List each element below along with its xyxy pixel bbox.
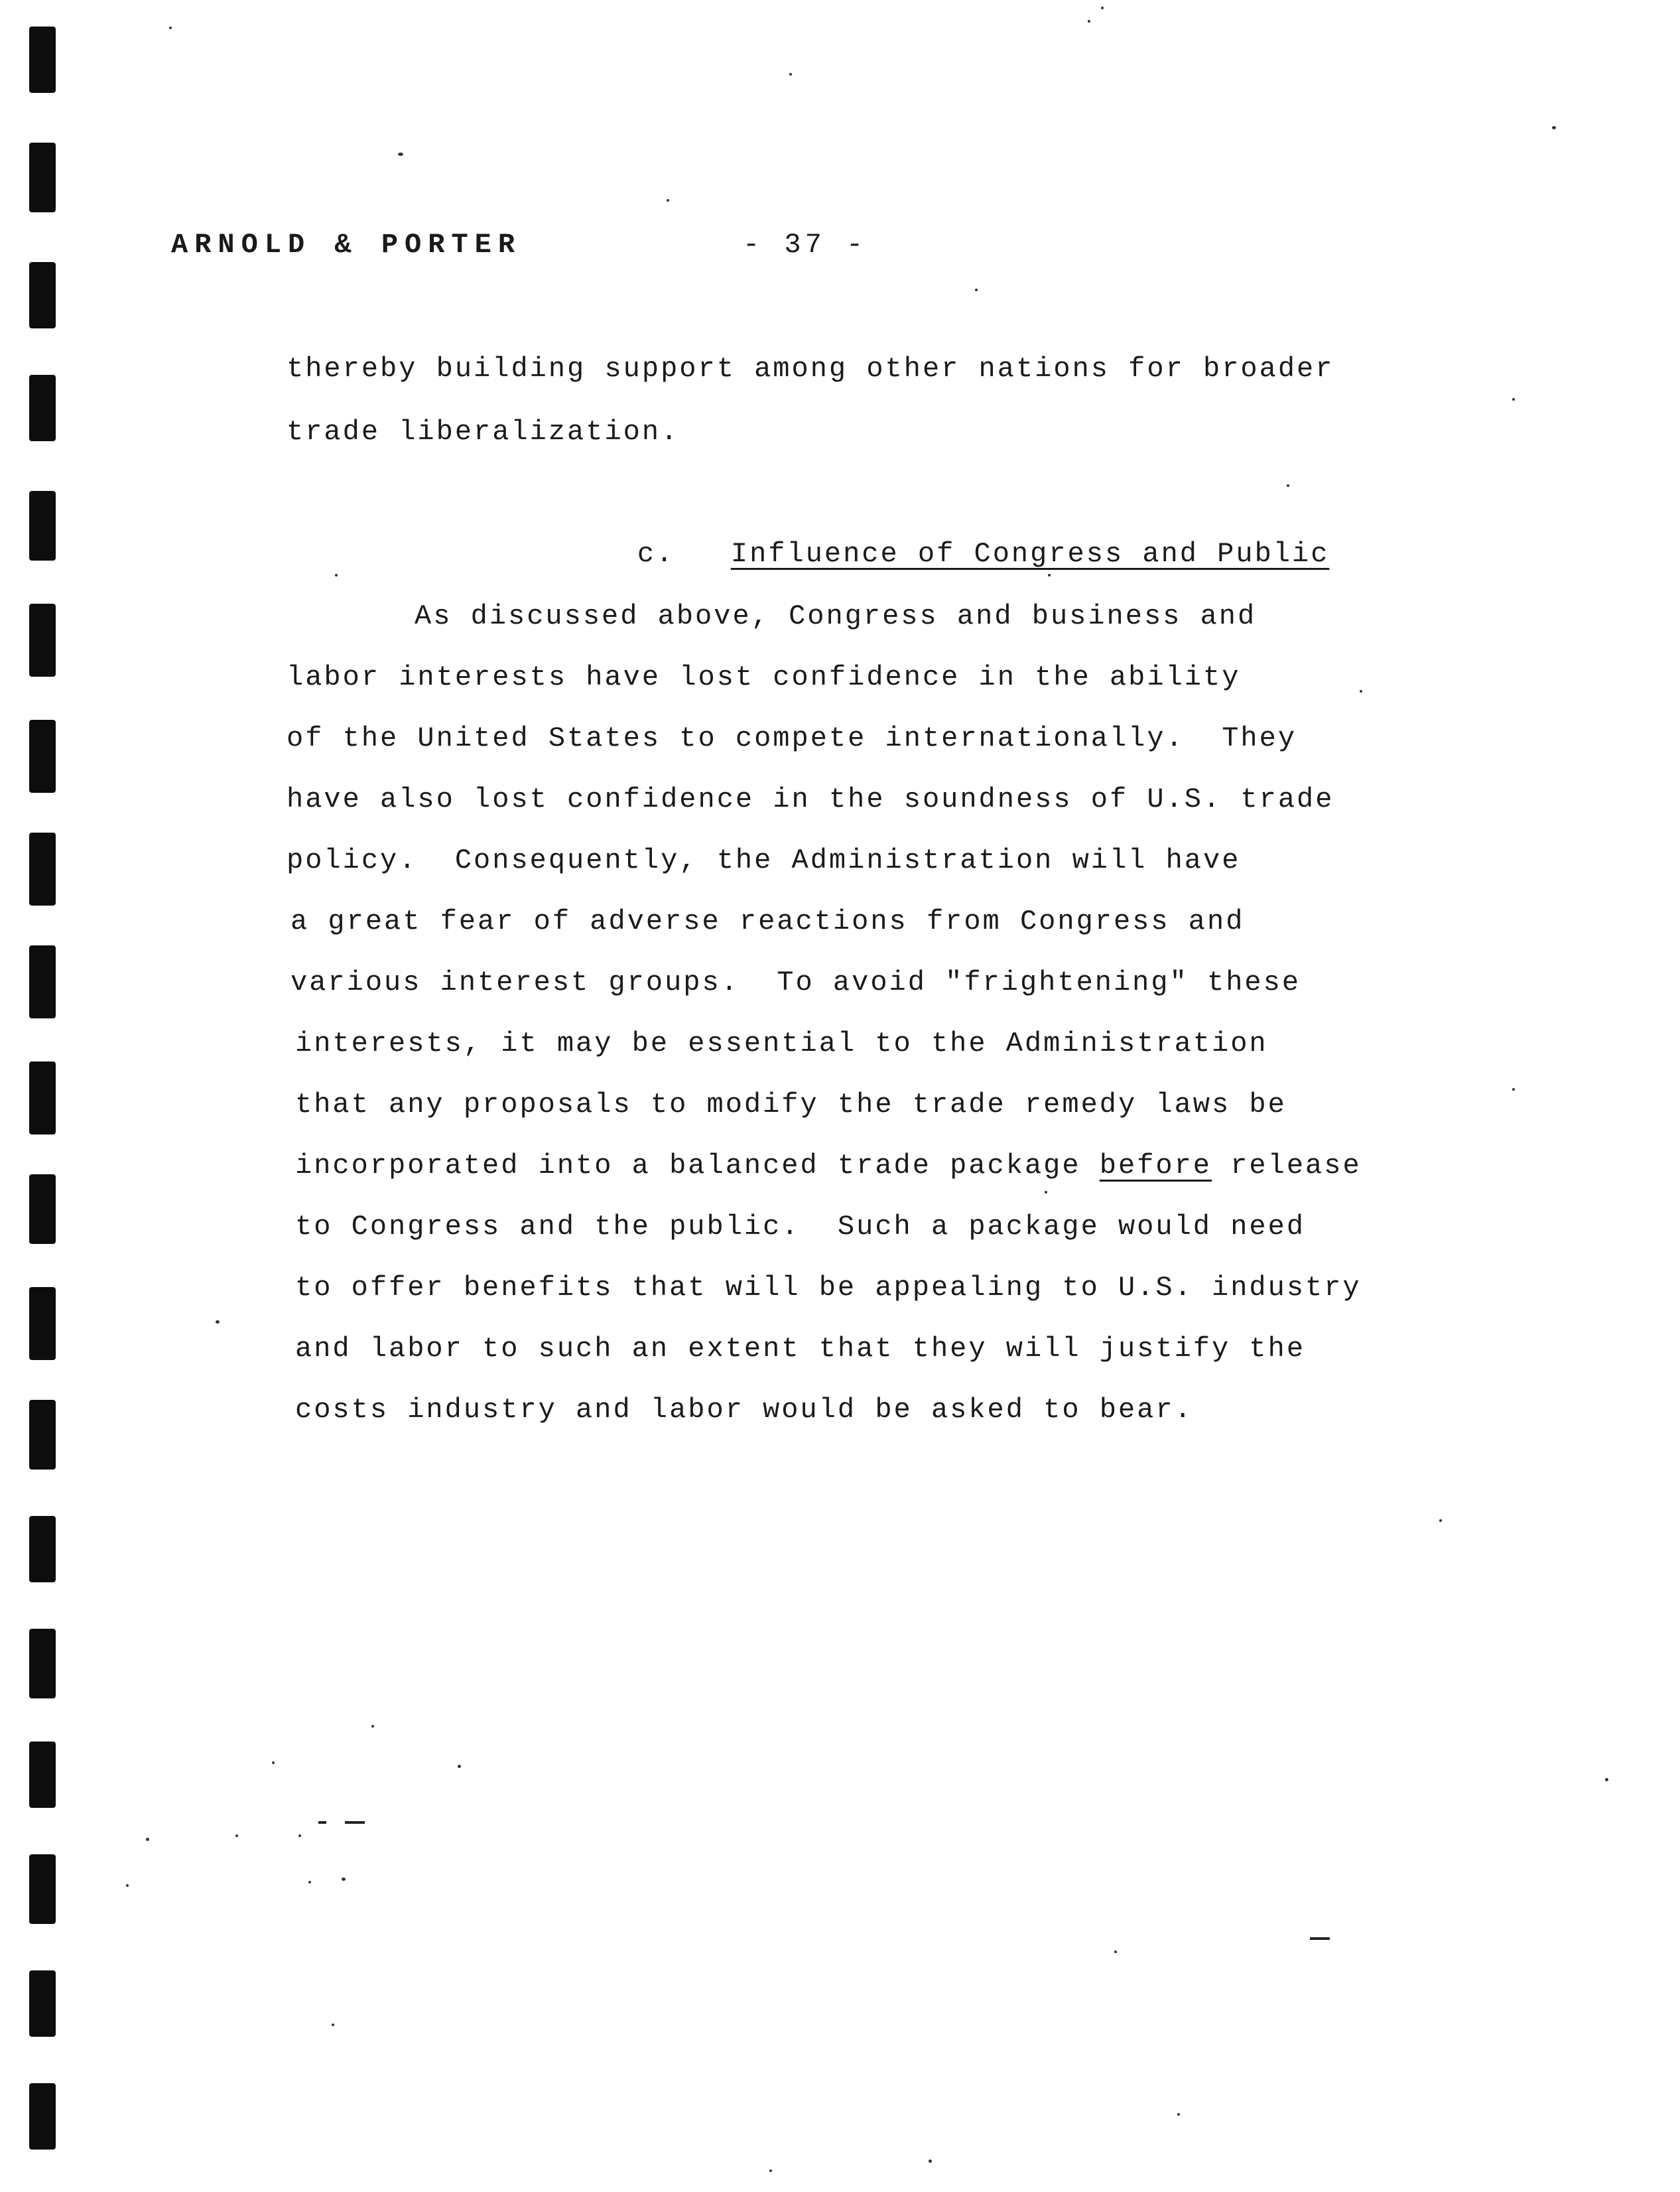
binder-mark bbox=[29, 604, 56, 677]
emphasized-word: before bbox=[1099, 1150, 1212, 1182]
text-line: a great fear of adverse reactions from Congress and bbox=[291, 906, 1245, 937]
binder-mark bbox=[29, 1287, 56, 1360]
text-segment: release bbox=[1212, 1150, 1362, 1182]
scan-speck bbox=[1088, 20, 1090, 23]
section-marker: c. bbox=[637, 538, 675, 570]
text-line: As discussed above, Congress and business and bbox=[415, 600, 1257, 632]
text-line: to offer benefits that will be appealing to U.S. industry bbox=[295, 1272, 1362, 1304]
scan-speck bbox=[308, 1881, 311, 1884]
firm-name-header: ARNOLD & PORTER bbox=[171, 229, 522, 261]
binder-mark bbox=[29, 1400, 56, 1470]
scan-dash bbox=[318, 1821, 326, 1824]
scan-speck bbox=[342, 1878, 346, 1881]
scan-speck bbox=[789, 73, 792, 76]
text-line: interests, it may be essential to the Administration bbox=[295, 1028, 1268, 1060]
scan-speck bbox=[398, 153, 403, 156]
text-segment: incorporated into a balanced trade package bbox=[295, 1150, 1100, 1182]
text-line: labor interests have lost confidence in the ability bbox=[287, 661, 1241, 693]
scan-speck bbox=[216, 1320, 220, 1324]
binder-mark bbox=[29, 720, 56, 793]
scan-speck bbox=[1114, 1951, 1117, 1953]
binder-mark bbox=[29, 2083, 56, 2150]
scan-speck bbox=[769, 2169, 772, 2172]
scan-speck bbox=[371, 1725, 374, 1728]
binder-mark bbox=[29, 27, 56, 93]
scan-speck bbox=[1512, 398, 1515, 401]
scan-speck bbox=[929, 2159, 932, 2163]
scan-speck bbox=[1360, 690, 1362, 693]
binder-mark bbox=[29, 945, 56, 1018]
text-line-with-emphasis bbox=[295, 1152, 1362, 1180]
scan-speck bbox=[169, 27, 172, 29]
text-line: and labor to such an extent that they will justify the bbox=[295, 1333, 1306, 1365]
binder-mark bbox=[29, 375, 56, 441]
section-title: Influence of Congress and Public bbox=[730, 538, 1330, 570]
scan-speck bbox=[1101, 7, 1104, 9]
scan-speck bbox=[1512, 1088, 1515, 1091]
page-number: - 37 - bbox=[743, 229, 868, 261]
scan-speck bbox=[332, 2023, 334, 2026]
text-line: to Congress and the public. Such a package would need bbox=[295, 1211, 1306, 1243]
scan-speck bbox=[146, 1838, 149, 1841]
binder-mark bbox=[29, 1516, 56, 1582]
scan-speck bbox=[667, 199, 669, 202]
scan-dash bbox=[345, 1821, 365, 1824]
binder-mark bbox=[29, 1629, 56, 1698]
text-line: policy. Consequently, the Administration will have bbox=[287, 845, 1241, 876]
scan-speck bbox=[298, 1834, 301, 1837]
text-line: of the United States to compete internationally. They bbox=[287, 722, 1297, 754]
scan-dash bbox=[1310, 1937, 1330, 1940]
binder-mark bbox=[29, 1174, 56, 1244]
scan-speck bbox=[1177, 2113, 1180, 2116]
binder-mark bbox=[29, 491, 56, 561]
binder-mark bbox=[29, 262, 56, 328]
scan-speck bbox=[1605, 1778, 1608, 1781]
section-heading bbox=[562, 506, 1329, 602]
binder-mark bbox=[29, 1062, 56, 1134]
scan-speck bbox=[1439, 1519, 1442, 1522]
binder-mark bbox=[29, 1742, 56, 1808]
text-line: trade liberalization. bbox=[287, 416, 680, 448]
binder-mark bbox=[29, 833, 56, 906]
scan-speck bbox=[126, 1884, 129, 1887]
text-line: thereby building support among other nations for broader bbox=[287, 353, 1334, 385]
scan-speck bbox=[335, 574, 338, 577]
binder-mark bbox=[29, 1970, 56, 2037]
scan-speck bbox=[1045, 1191, 1047, 1194]
scan-speck bbox=[1552, 126, 1556, 129]
scan-speck bbox=[272, 1761, 275, 1764]
scan-speck bbox=[1287, 484, 1289, 487]
binder-mark bbox=[29, 143, 56, 212]
scan-speck bbox=[975, 289, 978, 291]
binder-mark bbox=[29, 1854, 56, 1924]
text-line: various interest groups. To avoid "frightening" these bbox=[291, 967, 1301, 998]
text-line: costs industry and labor would be asked to bear. bbox=[295, 1394, 1193, 1426]
text-line: that any proposals to modify the trade remedy laws be bbox=[295, 1089, 1287, 1121]
scan-speck bbox=[235, 1834, 238, 1837]
scan-speck bbox=[458, 1765, 461, 1768]
text-line: have also lost confidence in the soundness of U.S. trade bbox=[287, 784, 1334, 815]
